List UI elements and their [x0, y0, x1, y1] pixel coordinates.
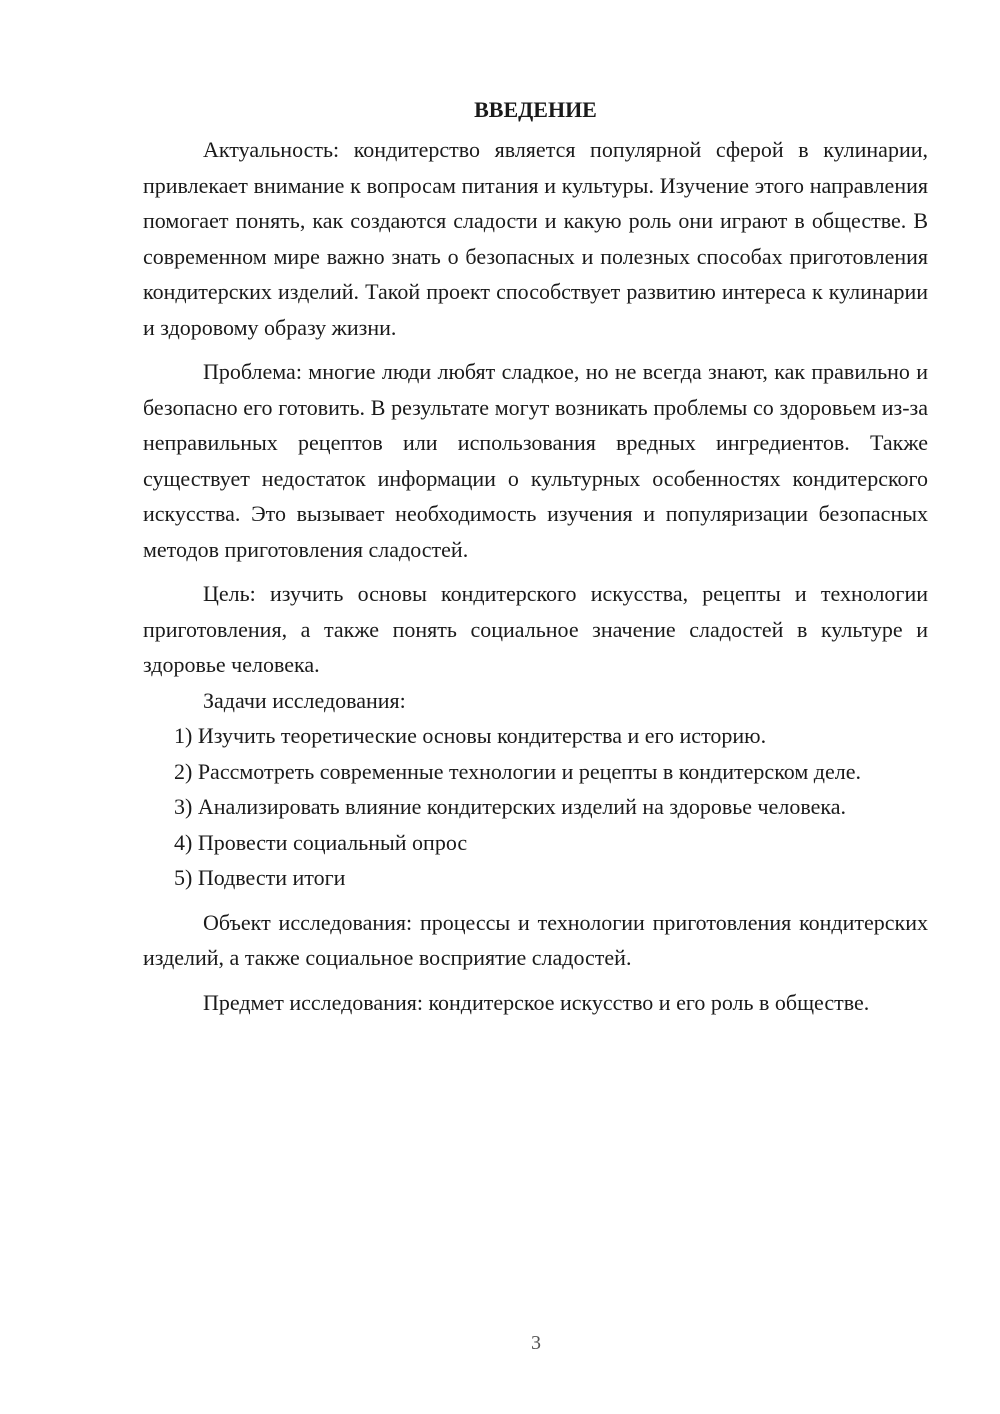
section-title: ВВЕДЕНИЕ	[474, 97, 597, 122]
task-item-3: 3) Анализировать влияние кондитерских изделий на здоровье человека.	[174, 794, 847, 819]
subject-paragraph: Предмет исследования: кондитерское искусство и его роль в обществе.	[203, 989, 870, 1015]
page-number: 3	[531, 1332, 541, 1354]
problem-paragraph: Проблема: многие люди любят сладкое, но не всегда знают, как правильно и безопасно его готовить. В результате могут возникать проблемы со здоровьем из-за неправильных рецептов или использования вредных ингредиентов. Также существует недостаток информации о культурных особенностях кондитерского искусства. Это вызывает необходимость изучения и популяризации безопасных методов приготовления сладостей.	[143, 359, 928, 562]
task-item-1: 1) Изучить теоретические основы кондитерства и его историю.	[174, 723, 767, 748]
task-item-4: 4) Провести социальный опрос	[174, 829, 468, 855]
task-item-2: 2) Рассмотреть современные технологии и рецепты в кондитерском деле.	[174, 758, 861, 784]
tasks-heading: Задачи исследования:	[203, 687, 406, 713]
page-body	[143, 92, 928, 1020]
object-paragraph: Объект исследования: процессы и технологии приготовления кондитерских изделий, а также социальное восприятие сладостей.	[143, 909, 928, 970]
relevance-paragraph: Актуальность: кондитерство является популярной сферой в кулинарии, привлекает внимание к вопросам питания и культуры. Изучение этого направления помогает понять, как создаются сладости и какую роль они играют в обществе. В современном мире важно знать о безопасных и полезных способах приготовления кондитерских изделий. Такой проект способствует развитию интереса к кулинарии и здоровому образу жизни.	[143, 137, 928, 340]
task-item-5: 5) Подвести итоги	[174, 865, 346, 890]
goal-paragraph: Цель: изучить основы кондитерского искусства, рецепты и технологии приготовления, а также понять социальное значение сладостей в культуре и здоровье человека.	[143, 581, 928, 677]
